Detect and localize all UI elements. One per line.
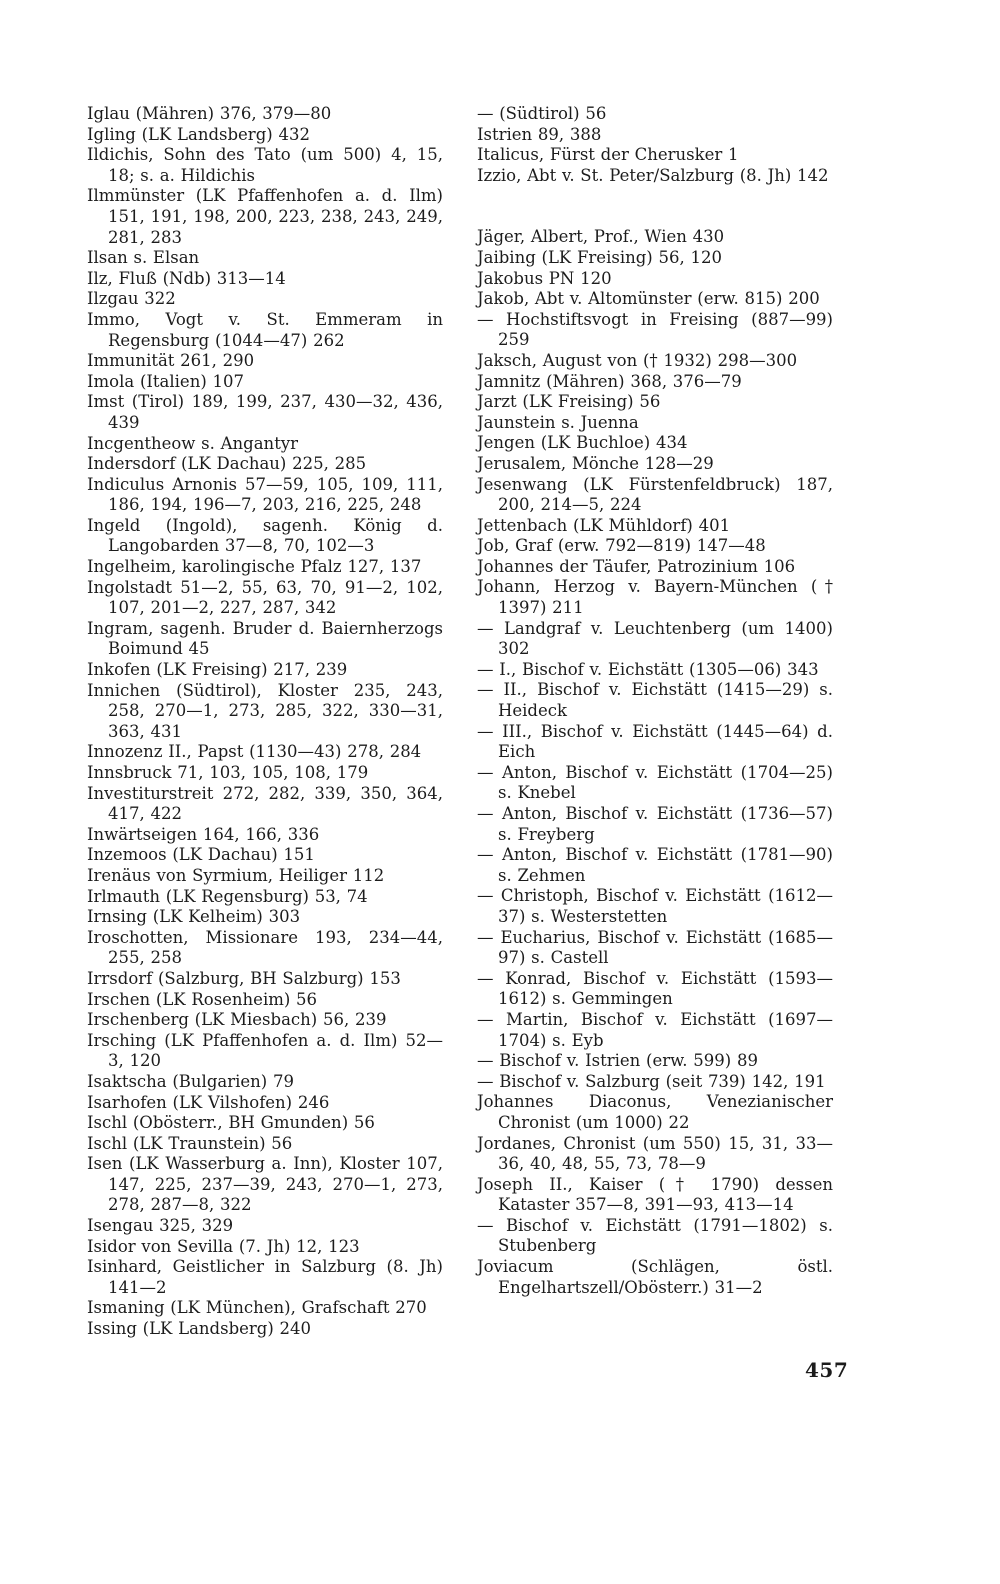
index-entry: — Hochstiftsvogt in Freising (887—99) 259 bbox=[477, 309, 833, 350]
index-entry: Issing (LK Landsberg) 240 bbox=[87, 1319, 312, 1339]
index-entry: Innsbruck 71, 103, 105, 108, 179 bbox=[87, 763, 369, 782]
index-entry: — Bischof v. Istrien (erw. 599) 89 bbox=[477, 1051, 758, 1071]
index-entry: Imola (Italien) 107 bbox=[87, 371, 245, 391]
index-entry: — I., Bischof v. Eichstätt (1305—06) 343 bbox=[477, 659, 819, 679]
index-entry: Igling (LK Landsberg) 432 bbox=[87, 124, 310, 144]
index-entry: Iglau (Mähren) 376, 379—80 bbox=[87, 104, 332, 123]
page-number: 457 bbox=[805, 1358, 849, 1382]
index-entry: Irschenberg (LK Miesbach) 56, 239 bbox=[87, 1010, 387, 1030]
index-entry: Isaktscha (Bulgarien) 79 bbox=[87, 1071, 294, 1091]
index-entry: Joviacum (Schlägen, östl. Engelhartszell/Obösterr.) 31—2 bbox=[477, 1257, 833, 1297]
index-entry: Jaibing (LK Freising) 56, 120 bbox=[477, 247, 722, 267]
index-entry: Irnsing (LK Kelheim) 303 bbox=[87, 907, 301, 927]
index-entry: Jakob, Abt v. Altomünster (erw. 815) 200 bbox=[477, 289, 820, 309]
index-entry: — Anton, Bischof v. Eichstätt (1704—25) s. Knebel bbox=[477, 762, 833, 803]
right-column bbox=[477, 104, 833, 1298]
index-entry: Ischl (LK Traunstein) 56 bbox=[87, 1133, 293, 1153]
index-entry: Isidor von Sevilla (7. Jh) 12, 123 bbox=[87, 1236, 360, 1256]
index-entry: Ingolstadt 51—2, 55, 63, 70, 91—2, 102, 107, 201—2, 227, 287, 342 bbox=[87, 577, 443, 618]
index-entry: — Christoph, Bischof v. Eichstätt (1612—37) s. Westerstetten bbox=[477, 886, 833, 926]
index-entry: Ilzgau 322 bbox=[87, 289, 176, 309]
index-entry: Jamnitz (Mähren) 368, 376—79 bbox=[477, 371, 742, 391]
index-entry: — Bischof v. Eichstätt (1791—1802) s. Stubenberg bbox=[477, 1215, 833, 1256]
index-entry: Ildichis, Sohn des Tato (um 500) 4, 15, 18; s. a. Hildichis bbox=[87, 145, 443, 185]
index-entry: Jakobus PN 120 bbox=[477, 268, 612, 288]
index-entry: Johannes Diaconus, Venezianischer Chronist (um 1000) 22 bbox=[477, 1092, 833, 1132]
index-entry: — (Südtirol) 56 bbox=[477, 104, 607, 123]
index-entry: Jengen (LK Buchloe) 434 bbox=[477, 433, 688, 453]
index-entry: Iroschotten, Missionare 193, 234—44, 255, 258 bbox=[87, 927, 443, 968]
index-entry: — Eucharius, Bischof v. Eichstätt (1685—97) s. Castell bbox=[477, 927, 833, 968]
index-entry: Isarhofen (LK Vilshofen) 246 bbox=[87, 1092, 330, 1112]
index-entry: Istrien 89, 388 bbox=[477, 124, 602, 144]
index-entry: Imst (Tirol) 189, 199, 237, 430—32, 436, 439 bbox=[87, 392, 443, 432]
index-entry: Innozenz II., Papst (1130—43) 278, 284 bbox=[87, 742, 422, 762]
index-entry: Jerusalem, Mönche 128—29 bbox=[477, 453, 714, 473]
index-entry: Ismaning (LK München), Grafschaft 270 bbox=[87, 1298, 427, 1318]
index-entry: Irsching (LK Pfaffenhofen a. d. Ilm) 52—3, 120 bbox=[87, 1030, 443, 1071]
index-entry: — III., Bischof v. Eichstätt (1445—64) d. Eich bbox=[477, 721, 833, 762]
index-entry: Ilmmünster (LK Pfaffenhofen a. d. Ilm) 151, 191, 198, 200, 223, 238, 243, 249, 281, 283 bbox=[87, 186, 443, 247]
index-entry: Irenäus von Syrmium, Heiliger 112 bbox=[87, 865, 385, 885]
index-entry: Inkofen (LK Freising) 217, 239 bbox=[87, 660, 348, 680]
index-entry: Jarzt (LK Freising) 56 bbox=[477, 392, 661, 412]
index-entry: — Anton, Bischof v. Eichstätt (1736—57) s. Freyberg bbox=[477, 804, 833, 844]
index-entry: Isengau 325, 329 bbox=[87, 1216, 234, 1236]
index-entry: Jettenbach (LK Mühldorf) 401 bbox=[477, 515, 731, 535]
index-entry: Innichen (Südtirol), Kloster 235, 243, 258, 270—1, 273, 285, 322, 330—31, 363, 431 bbox=[87, 680, 443, 741]
index-entry: Ilsan s. Elsan bbox=[87, 248, 200, 268]
index-entry: Job, Graf (erw. 792—819) 147—48 bbox=[477, 536, 766, 556]
index-entry: Jesenwang (LK Fürstenfeldbruck) 187, 200, 214—5, 224 bbox=[477, 474, 833, 515]
index-entry: Irlmauth (LK Regensburg) 53, 74 bbox=[87, 886, 368, 906]
index-entry: Ingelheim, karolingische Pfalz 127, 137 bbox=[87, 557, 422, 577]
index-entry: Johannes der Täufer, Patrozinium 106 bbox=[477, 556, 796, 576]
index-entry: — Martin, Bischof v. Eichstätt (1697—1704) s. Eyb bbox=[477, 1009, 833, 1050]
index-entry: — Landgraf v. Leuchtenberg (um 1400) 302 bbox=[477, 618, 833, 659]
index-entry: Joseph II., Kaiser († 1790) dessen Kataster 357—8, 391—93, 413—14 bbox=[477, 1174, 833, 1215]
index-entry: Jordanes, Chronist (um 550) 15, 31, 33—36, 40, 48, 55, 73, 78—9 bbox=[477, 1133, 833, 1174]
index-entry: Indiculus Arnonis 57—59, 105, 109, 111, 186, 194, 196—7, 203, 216, 225, 248 bbox=[87, 474, 443, 515]
index-entry: Jaksch, August von († 1932) 298—300 bbox=[477, 350, 798, 370]
index-entry: Inzemoos (LK Dachau) 151 bbox=[87, 845, 315, 865]
index-entry: Irrsdorf (Salzburg, BH Salzburg) 153 bbox=[87, 968, 401, 988]
index-entry: Jaunstein s. Juenna bbox=[477, 412, 639, 432]
index-entry: Isinhard, Geistlicher in Salzburg (8. Jh) 141—2 bbox=[87, 1257, 443, 1297]
index-entry: — II., Bischof v. Eichstätt (1415—29) s. Heideck bbox=[477, 680, 833, 721]
index-entry: Indersdorf (LK Dachau) 225, 285 bbox=[87, 454, 367, 474]
index-entry: Incgentheow s. Angantyr bbox=[87, 433, 299, 453]
index-entry: Immunität 261, 290 bbox=[87, 351, 255, 371]
index-entry: Izzio, Abt v. St. Peter/Salzburg (8. Jh) 142 bbox=[477, 165, 829, 185]
index-entry: Ingram, sagenh. Bruder d. Baiernherzogs Boimund 45 bbox=[87, 618, 443, 659]
index-entry: Italicus, Fürst der Cherusker 1 bbox=[477, 145, 739, 165]
index-entry: — Konrad, Bischof v. Eichstätt (1593—1612) s. Gemmingen bbox=[477, 968, 833, 1009]
index-entry: Ischl (Obösterr., BH Gmunden) 56 bbox=[87, 1113, 375, 1133]
index-entry: Johann, Herzog v. Bayern-München († 1397) 211 bbox=[477, 577, 833, 618]
index-entry: Ilz, Fluß (Ndb) 313—14 bbox=[87, 268, 286, 288]
index-entry: Immo, Vogt v. St. Emmeram in Regensburg (1044—47) 262 bbox=[87, 309, 443, 350]
index-entry: Isen (LK Wasserburg a. Inn), Kloster 107, 147, 225, 237—39, 243, 270—1, 273, 278, 287—8, 322 bbox=[87, 1154, 443, 1215]
index-entry: Jäger, Albert, Prof., Wien 430 bbox=[477, 227, 725, 247]
index-entry: — Bischof v. Salzburg (seit 739) 142, 191 bbox=[477, 1071, 826, 1091]
index-entry: — Anton, Bischof v. Eichstätt (1781—90) s. Zehmen bbox=[477, 845, 833, 885]
index-entry: Irschen (LK Rosenheim) 56 bbox=[87, 989, 318, 1009]
left-column bbox=[87, 104, 443, 1340]
index-entry: Ingeld (Ingold), sagenh. König d. Langobarden 37—8, 70, 102—3 bbox=[87, 515, 443, 556]
index-entry: Inwärtseigen 164, 166, 336 bbox=[87, 824, 320, 844]
index-entry: Investiturstreit 272, 282, 339, 350, 364, 417, 422 bbox=[87, 783, 443, 824]
